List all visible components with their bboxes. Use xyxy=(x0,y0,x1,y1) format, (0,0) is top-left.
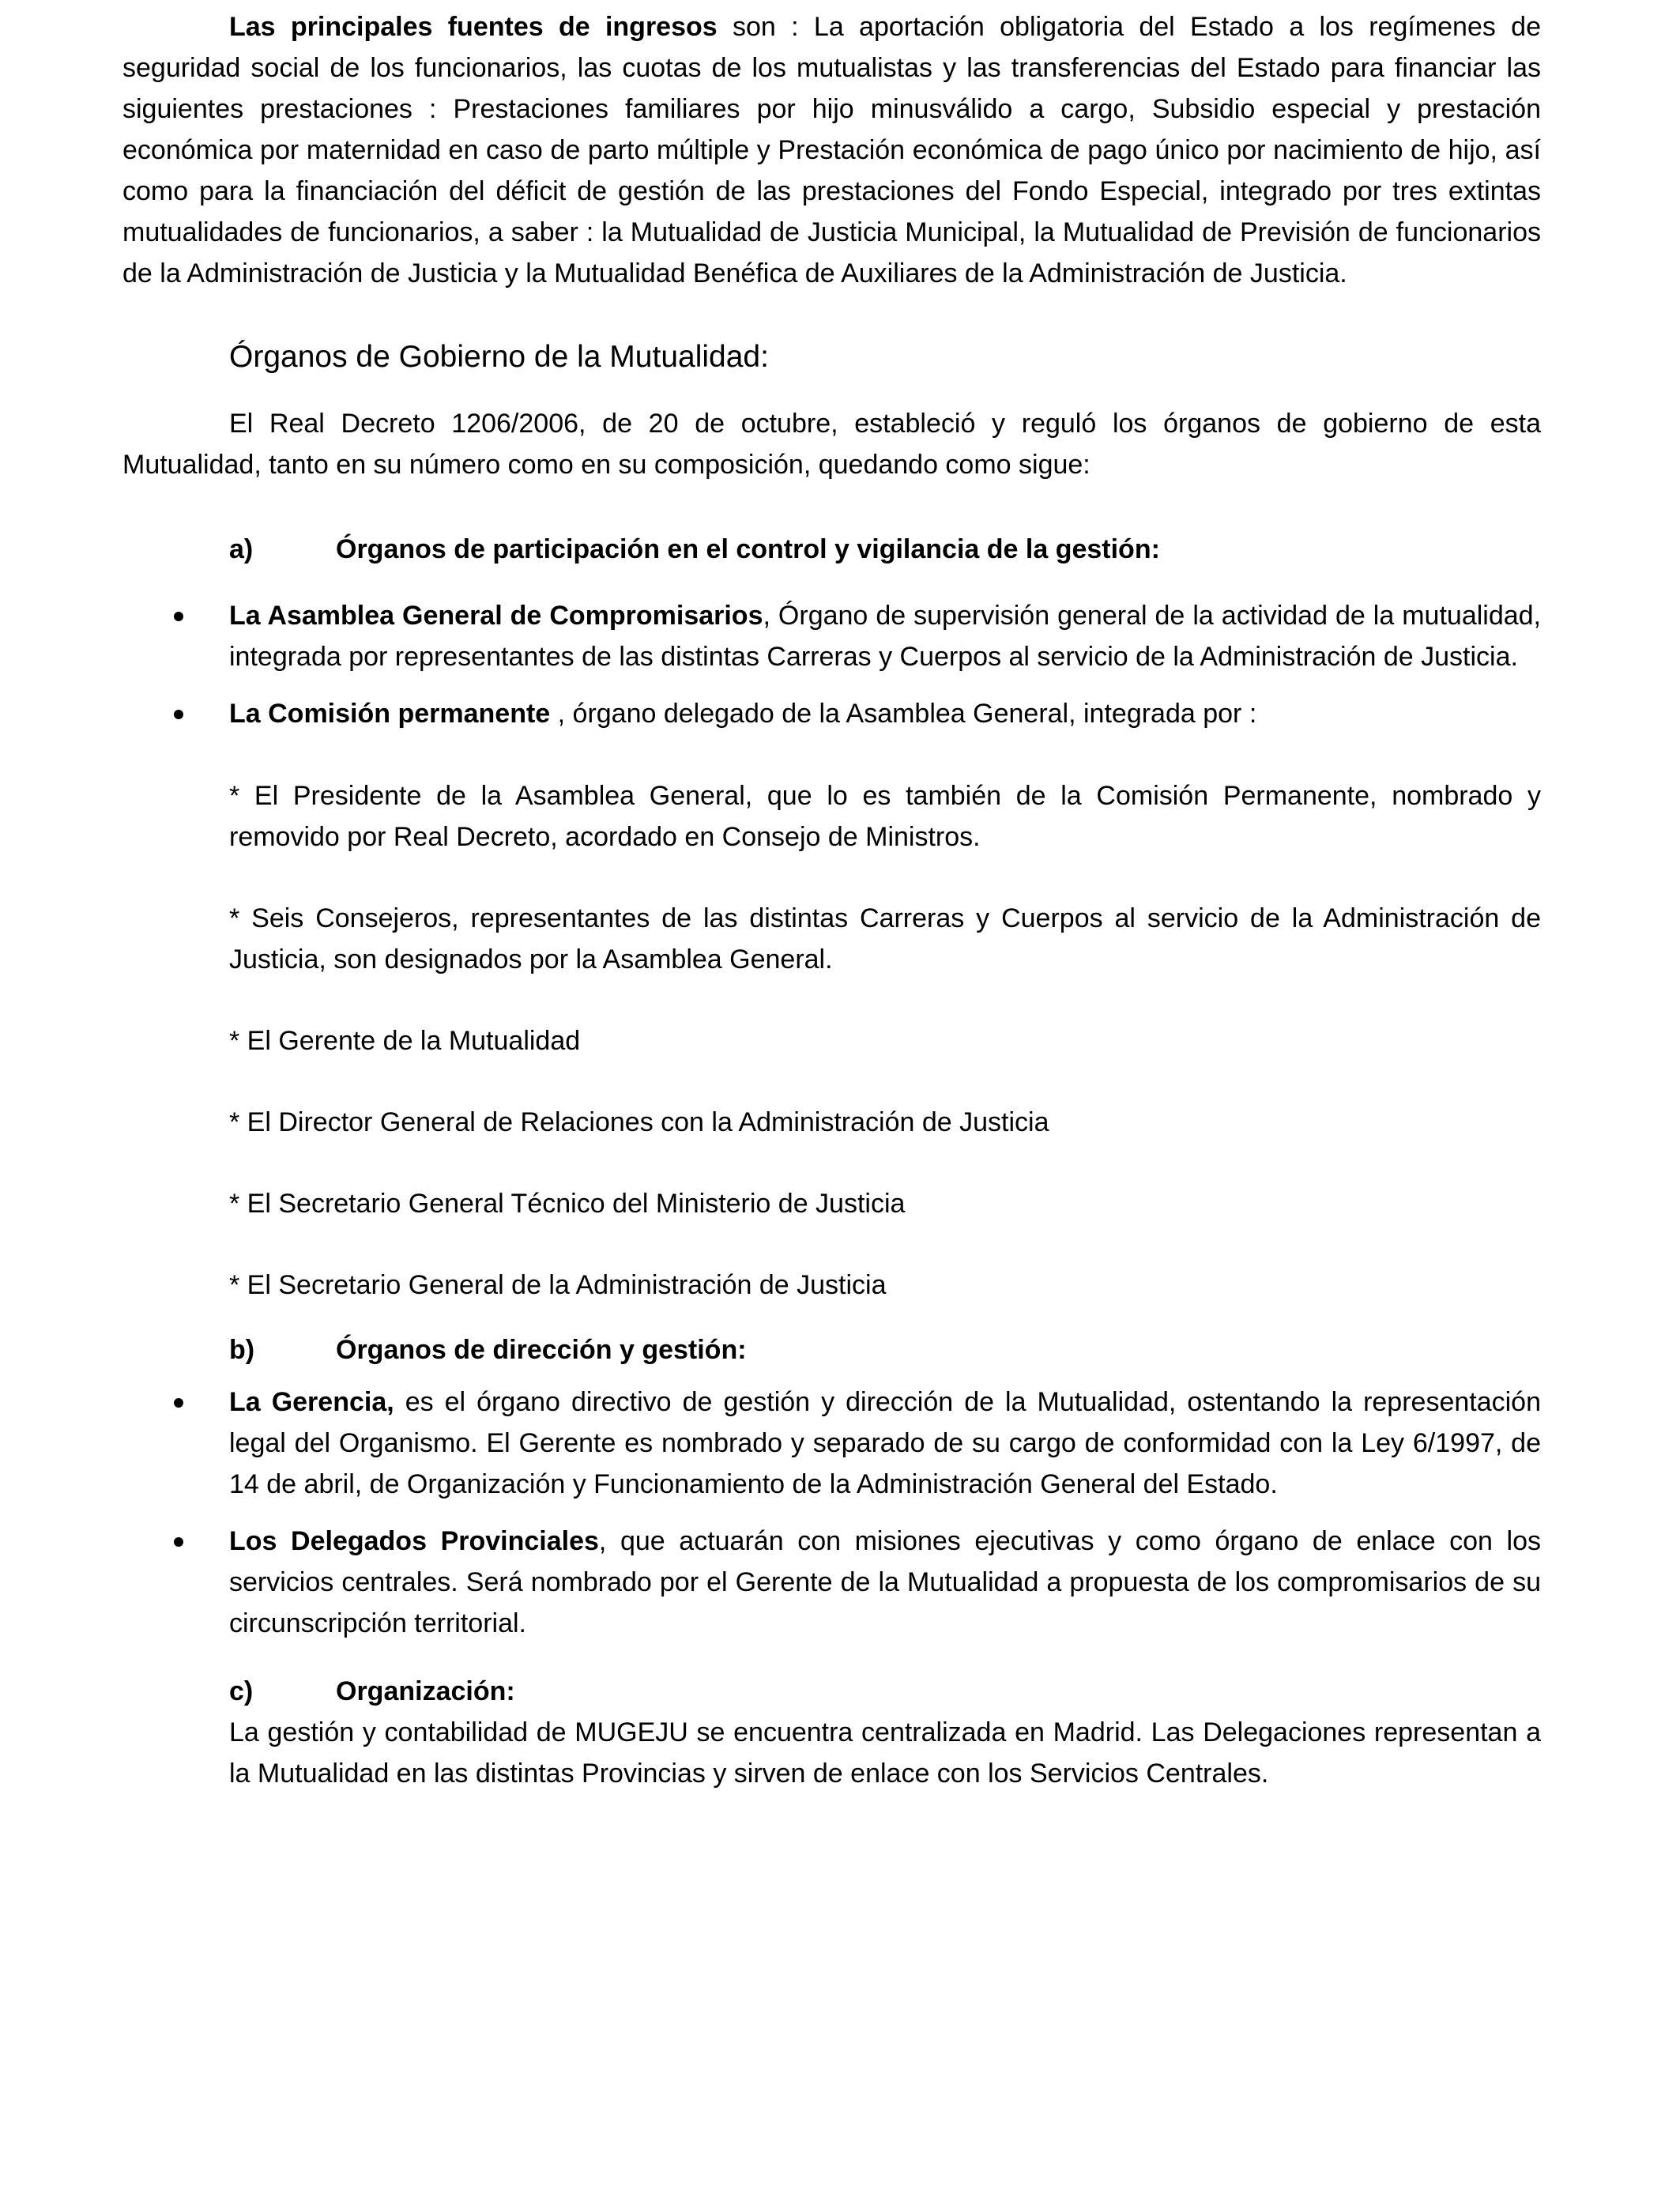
bullet-icon xyxy=(174,1537,183,1547)
section-a-title: Órganos de participación en el control y vigilancia de la gestión: xyxy=(336,534,1160,564)
bullet-asamblea-text: , Órgano de supervisión general de la actividad de la mutualidad, integrada por representantes de las distintas Carreras y Cuerpos al servicio de la Administración de Justicia. xyxy=(229,601,1542,672)
governance-heading-text: Órganos de Gobierno de la Mutualidad xyxy=(229,340,761,374)
bullet-delegados-text: , que actuarán con misiones ejecutivas y como órgano de enlace con los servicios centrales. Será nombrado por el Gerente de la Mutualidad a propuesta de los compromisarios de su circunscripción territorial. xyxy=(229,1526,1541,1638)
governance-heading-suffix: : xyxy=(760,340,769,374)
section-a-letter: a) xyxy=(229,534,254,564)
bullet-item-asamblea xyxy=(122,595,1541,677)
bullet-icon xyxy=(174,710,183,719)
member-gerente: * El Gerente de la Mutualidad xyxy=(229,1026,581,1056)
section-a-heading xyxy=(229,529,1541,570)
income-sources-text: son : La aportación obligatoria del Estado a los regímenes de seguridad social de los funcionarios, las cuotas de los mutualistas y las transferencias del Estado para financiar las siguientes prestaciones : Prestaciones familiares por hijo minusválido a cargo, Subsidio especial y prestación económica por maternidad en caso de parto múltiple y Prestación económica de pago único por nacimiento de hijo, así como para la financiación del déficit de gestión de las prestaciones del Fondo Especial, integrado por tres extintas mutualidades de funcionarios, a saber : la Mutualidad de Justicia Municipal, la Mutualidad de Previsión de funcionarios de la Administración de Justicia y la Mutualidad Benéfica de Auxiliares de la Administración de Justicia. xyxy=(122,12,1541,288)
bullet-comision-text: , órgano delegado de la Asamblea General, integrada por : xyxy=(550,699,1257,729)
bullet-gerencia-text: es el órgano directivo de gestión y dirección de la Mutualidad, ostentando la representación legal del Organismo. El Gerente es nombrado y separado de su cargo de conformidad con la Ley 6/1997, de 14 de abril, de Organización y Funcionamiento de la Administración General del Estado. xyxy=(229,1387,1541,1499)
section-c-letter: c) xyxy=(229,1676,254,1706)
bullet-gerencia-bold: La Gerencia, xyxy=(229,1387,394,1417)
bullet-item-gerencia xyxy=(122,1382,1541,1505)
member-secretario-tecnico: * El Secretario General Técnico del Ministerio de Justicia xyxy=(229,1189,906,1219)
section-b-title: Órganos de dirección y gestión: xyxy=(336,1335,747,1365)
bullet-icon xyxy=(174,612,183,621)
income-sources-lead: Las principales fuentes de ingresos xyxy=(229,12,718,42)
decree-paragraph: El Real Decreto 1206/2006, de 20 de octubre, estableció y reguló los órganos de gobierno de esta Mutualidad, tanto en su número como en su composición, quedando como sigue: xyxy=(122,409,1541,480)
document-page xyxy=(122,6,1541,1794)
section-b-letter: b) xyxy=(229,1335,255,1365)
section-c-heading xyxy=(229,1671,1541,1712)
governance-heading xyxy=(229,335,1541,379)
bullet-asamblea-bold: La Asamblea General de Compromisarios xyxy=(229,601,763,631)
organization-paragraph: La gestión y contabilidad de MUGEJU se encuentra centralizada en Madrid. Las Delegaciones representan a la Mutualidad en las distintas Provincias y sirven de enlace con los Servicios Centrales. xyxy=(229,1717,1541,1789)
section-b-bullet-list xyxy=(122,1382,1541,1644)
member-consejeros: * Seis Consejeros, representantes de las distintas Carreras y Cuerpos al servicio de la Administración de Justicia, son designados por la Asamblea General. xyxy=(229,903,1541,974)
section-a-bullet-list xyxy=(122,595,1541,734)
section-c-title: Organización: xyxy=(336,1676,515,1706)
bullet-icon xyxy=(174,1398,183,1408)
member-presidente: * El Presidente de la Asamblea General, que lo es también de la Comisión Permanente, nombrado y removido por Real Decreto, acordado en Consejo de Ministros. xyxy=(229,781,1541,852)
bullet-comision-bold: La Comisión permanente xyxy=(229,699,551,729)
section-b-heading xyxy=(229,1329,1541,1370)
income-sources-paragraph xyxy=(122,6,1541,294)
member-director-general: * El Director General de Relaciones con la Administración de Justicia xyxy=(229,1107,1049,1137)
bullet-item-comision xyxy=(122,693,1541,734)
bullet-item-delegados xyxy=(122,1521,1541,1644)
bullet-delegados-bold: Los Delegados Provinciales xyxy=(229,1526,599,1556)
member-secretario-general: * El Secretario General de la Administración de Justicia xyxy=(229,1270,887,1300)
